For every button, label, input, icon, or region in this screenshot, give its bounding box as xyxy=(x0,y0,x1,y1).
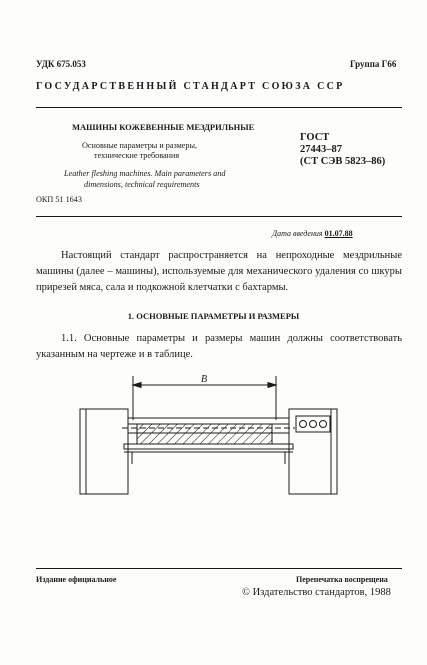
top-beam xyxy=(128,418,289,424)
lower-table xyxy=(124,444,293,449)
paragraph-scope: Настоящий стандарт распространяется на непроходные мездрильные машины (далее – машины), используемые для механического удаления со шкуры прирезей мяса, сала и подкожной клетчатки с бахтармы. xyxy=(36,250,402,293)
machine-drawing xyxy=(0,372,427,502)
dial-icon xyxy=(310,421,317,428)
reprint-prohibited: Перепечатка воспрещена xyxy=(296,575,388,584)
dimension-arrow-left xyxy=(133,383,141,388)
title-english-line-2: dimensions, technical requirements xyxy=(84,180,200,189)
official-edition: Издание официальное xyxy=(36,575,117,584)
intro-date-value: 01.07.88 xyxy=(324,229,353,238)
udk-code: УДК 675.053 xyxy=(36,59,86,69)
title-russian: МАШИНЫ КОЖЕВЕННЫЕ МЕЗДРИЛЬНЫЕ xyxy=(72,122,255,132)
standard-banner: ГОСУДАРСТВЕННЫЙ СТАНДАРТ СОЮЗА ССР xyxy=(36,81,345,92)
section-1-title: 1. ОСНОВНЫЕ ПАРАМЕТРЫ И РАЗМЕРЫ xyxy=(127,311,300,321)
okp-code: ОКП 51 1643 xyxy=(36,195,82,204)
gost-line-2: 27443–87 xyxy=(300,144,342,155)
paragraph-1-1: 1.1. Основные параметры и размеры машин должны соответствовать указанным на чертеже и в таблице. xyxy=(36,333,402,360)
gost-number xyxy=(300,132,385,168)
intro-date-label: Дата введения xyxy=(272,229,323,238)
subtitle-line-1: Основные параметры и размеры, xyxy=(82,141,198,150)
control-panel xyxy=(296,416,330,432)
feed-cylinder xyxy=(137,433,272,444)
subtitle-line-2: технические требования xyxy=(94,151,180,160)
header-rule xyxy=(36,107,402,108)
dial-icon xyxy=(320,421,327,428)
gost-line-3: (СТ СЭВ 5823–86) xyxy=(300,156,386,167)
dial-icon xyxy=(300,421,307,428)
title-english-line-1: Leather fleshing machines. Main parameters and xyxy=(64,169,226,178)
copyright: © Издательство стандартов, 1988 xyxy=(242,587,391,598)
title-rule xyxy=(36,216,402,217)
footer-rule xyxy=(36,568,402,569)
group-code: Группа Г66 xyxy=(350,59,397,69)
gost-line-1: ГОСТ xyxy=(300,132,330,143)
intro-date xyxy=(272,229,353,238)
dimension-label: В xyxy=(201,374,208,385)
left-frame xyxy=(80,409,128,494)
dimension-arrow-right xyxy=(268,383,276,388)
